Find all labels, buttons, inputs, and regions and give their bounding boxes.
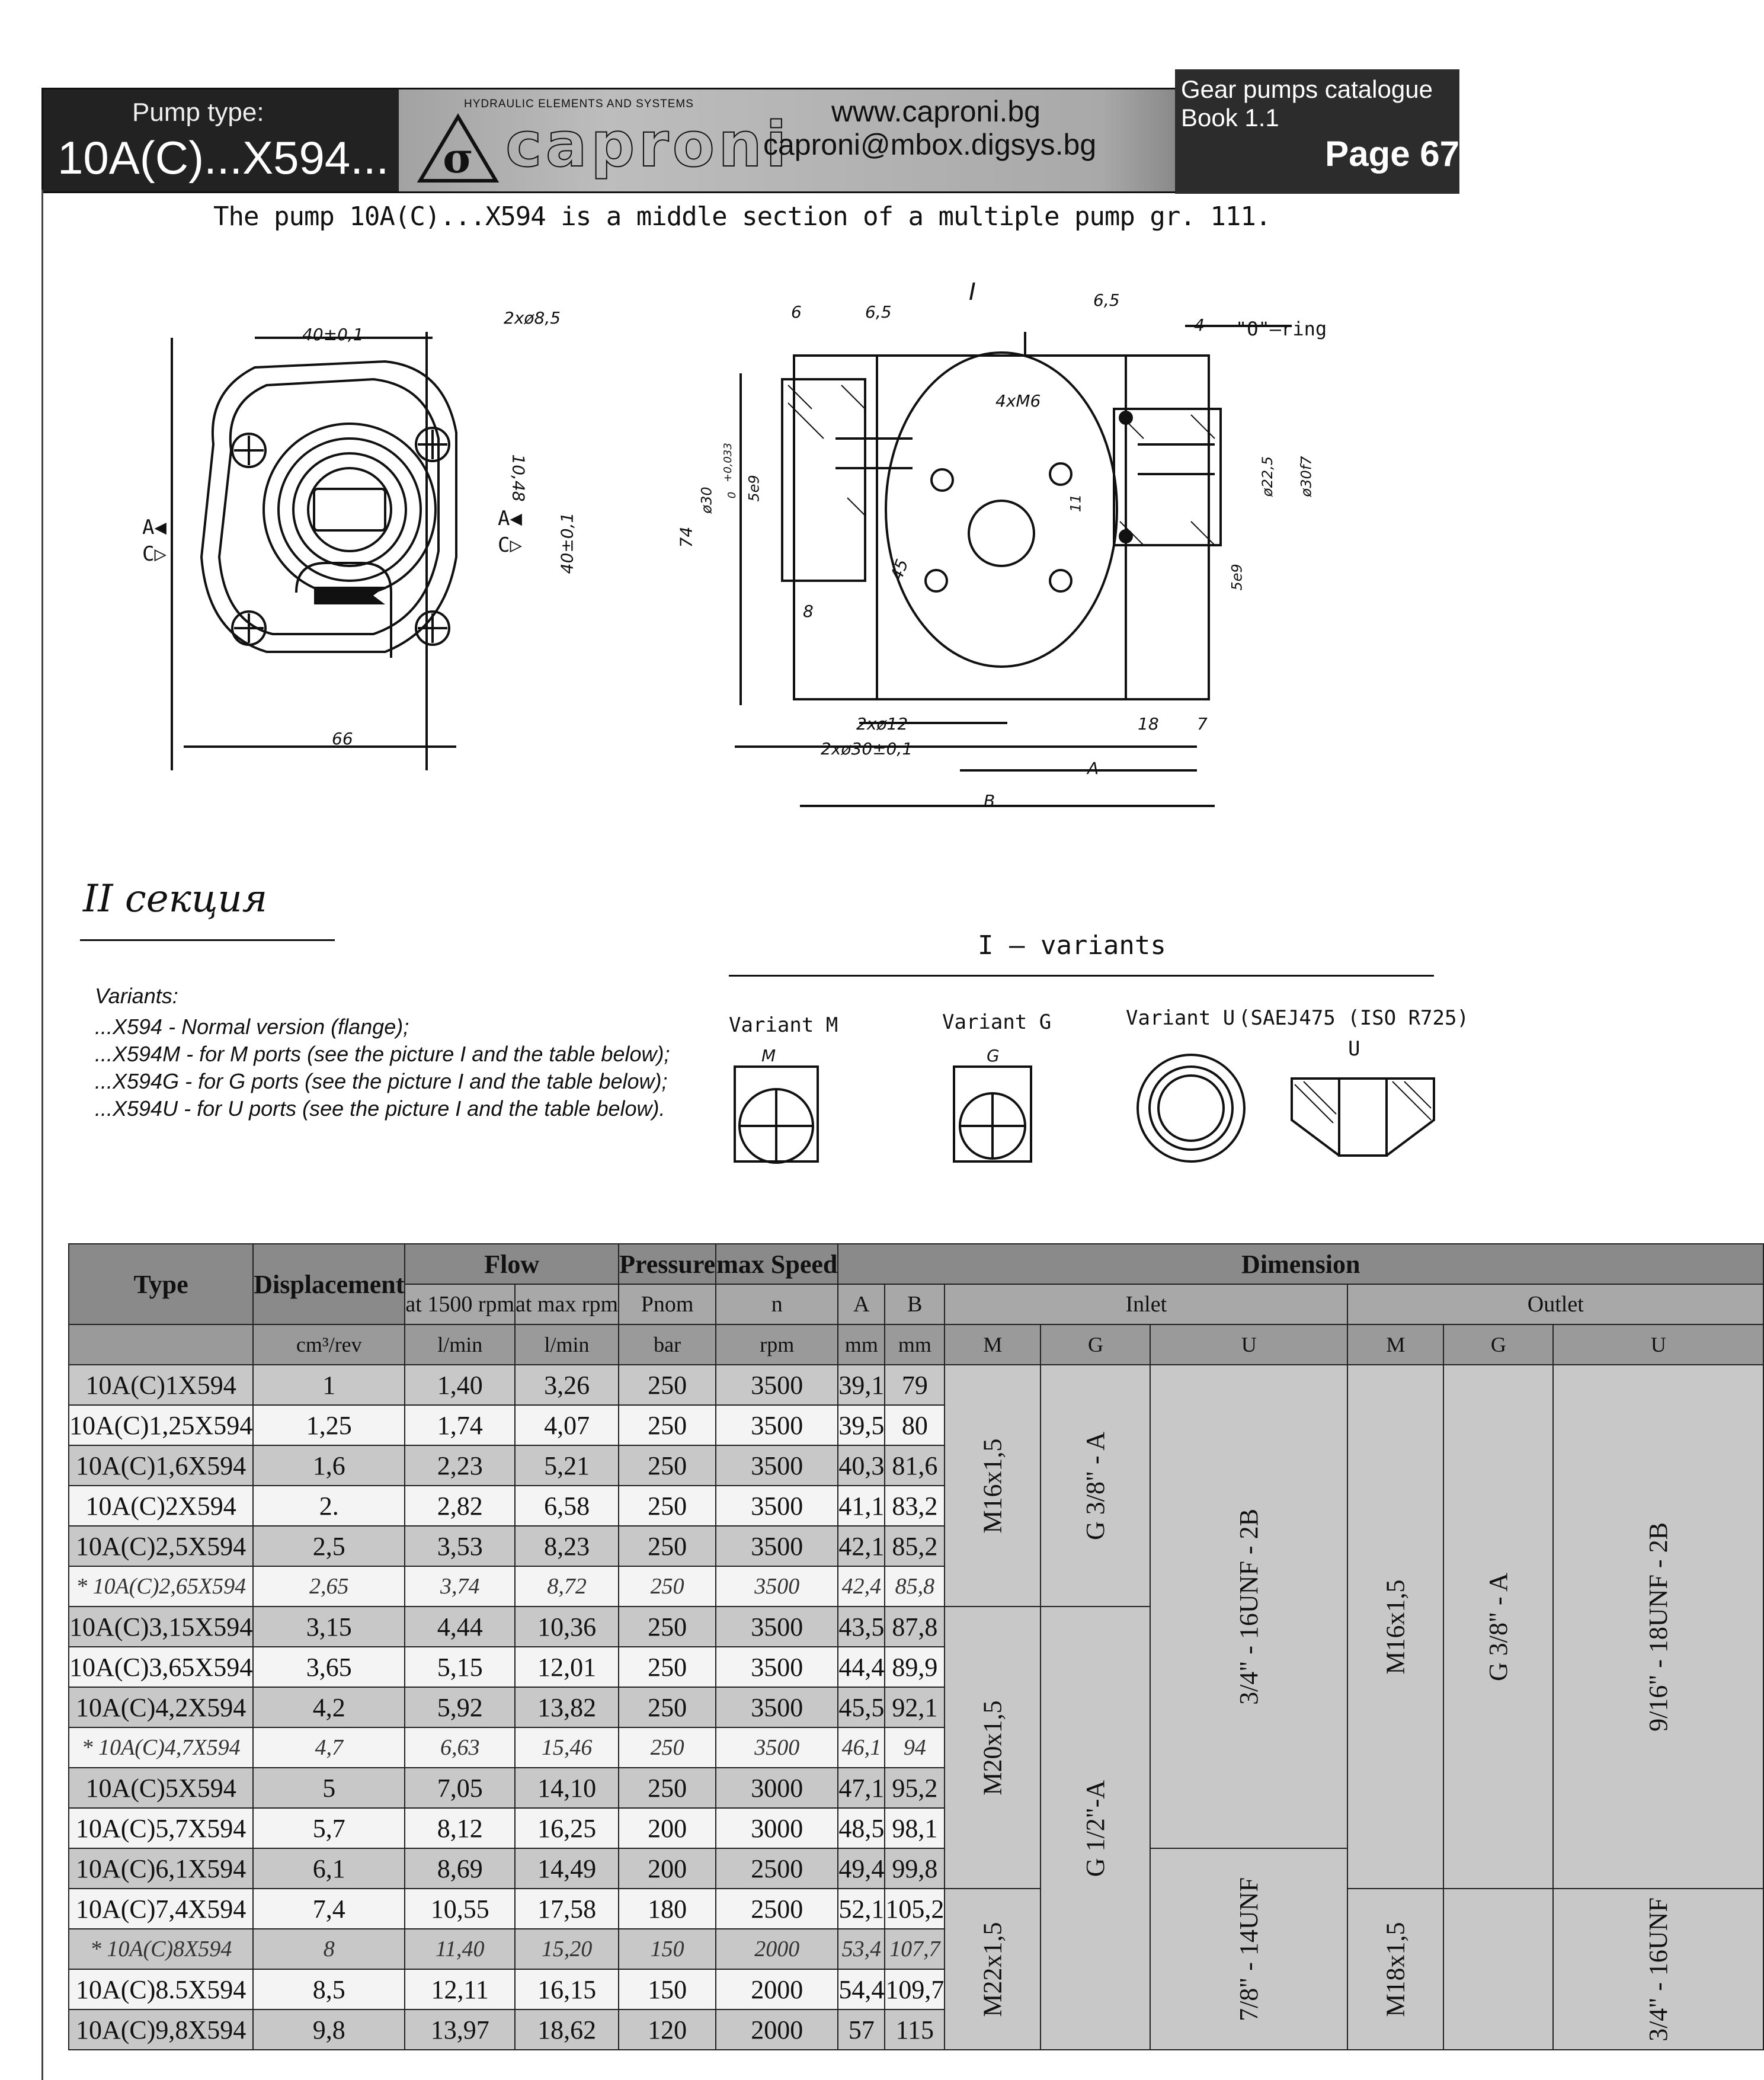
pump-spec-table — [68, 1243, 1764, 2050]
table-cell: 10A(C)2X594 — [69, 1486, 253, 1526]
table-cell: 52,1 — [838, 1889, 885, 1929]
table-cell: 8,69 — [405, 1848, 515, 1889]
table-cell: 83,2 — [885, 1486, 945, 1526]
table-cell: 3500 — [716, 1365, 838, 1405]
table-cell: 7,05 — [405, 1768, 515, 1808]
merged-outlet-u-cell — [1553, 1365, 1763, 1889]
table-cell: 13,97 — [405, 2009, 515, 2050]
dim-5e9-a: 5e9 — [745, 475, 763, 502]
table-cell: 16,25 — [515, 1808, 619, 1848]
table-cell: 47,1 — [838, 1768, 885, 1808]
table-cell: 6,58 — [515, 1486, 619, 1526]
table-cell: 10A(C)4,2X594 — [69, 1687, 253, 1727]
table-cell: 105,2 — [885, 1889, 945, 1929]
th-unit-disp: cm³/rev — [253, 1324, 405, 1365]
table-cell: 120 — [619, 2009, 716, 2050]
table-cell: 3,15 — [253, 1607, 405, 1647]
table-cell: 10,36 — [515, 1607, 619, 1647]
merged-outlet-g-cell — [1443, 1889, 1553, 2050]
page-number: Page 67 — [1325, 134, 1459, 174]
merged-outlet-u-text: 3/4" - 16UNF — [1644, 1897, 1673, 2041]
table-cell: 200 — [619, 1808, 716, 1848]
th-a: A — [838, 1284, 885, 1324]
table-cell: 4,07 — [515, 1405, 619, 1445]
table-cell: 16,15 — [515, 1969, 619, 2009]
dim-4: 4 — [1194, 315, 1205, 335]
table-cell: 49,4 — [838, 1848, 885, 1889]
frame-left-border — [41, 190, 43, 2080]
page-title: The pump 10A(C)...X594 is a middle section of a multiple pump gr. 111. — [213, 201, 1271, 232]
merged-outlet-g-cell — [1443, 1365, 1553, 1889]
th-unit-mm-b: mm — [885, 1324, 945, 1365]
table-cell: 14,10 — [515, 1768, 619, 1808]
m6-label: 4xM6 — [995, 391, 1041, 411]
caproni-logo — [417, 95, 790, 184]
table-cell: 3000 — [716, 1768, 838, 1808]
table-cell: 3500 — [716, 1687, 838, 1727]
section-roman: I — [969, 279, 976, 306]
merged-inlet-g-cell — [1041, 1365, 1150, 1607]
table-cell: 3500 — [716, 1405, 838, 1445]
table-cell: 1,6 — [253, 1445, 405, 1486]
table-cell: 14,49 — [515, 1848, 619, 1889]
table-row — [69, 1365, 1763, 1405]
side-view-drawing — [687, 296, 1363, 830]
table-cell: 3,74 — [405, 1566, 515, 1607]
table-cell: 3000 — [716, 1808, 838, 1848]
table-cell: 42,1 — [838, 1526, 885, 1566]
dim-5e9-b: 5e9 — [1228, 564, 1246, 591]
table-cell: 44,4 — [838, 1647, 885, 1687]
th-outlet-m: M — [1347, 1324, 1443, 1365]
table-cell: 13,82 — [515, 1687, 619, 1727]
table-cell: 180 — [619, 1889, 716, 1929]
table-cell: 150 — [619, 1969, 716, 2009]
header-banner — [41, 75, 1459, 193]
table-cell: 5 — [253, 1768, 405, 1808]
dim-18: 18 — [1138, 714, 1159, 734]
variant-g-letter: G — [987, 1046, 1000, 1065]
table-cell: 10A(C)8.5X594 — [69, 1969, 253, 2009]
table-cell: 15,46 — [515, 1727, 619, 1768]
table-cell: 10,55 — [405, 1889, 515, 1929]
catalogue-title: Gear pumps catalogue — [1181, 75, 1433, 103]
catalogue-book: Book 1.1 — [1181, 104, 1279, 132]
merged-inlet-u-text: 3/4" - 16UNF - 2B — [1234, 1508, 1264, 1705]
table-cell: 17,58 — [515, 1889, 619, 1929]
dim-45: 45 — [886, 556, 913, 583]
th-unit-rpm: rpm — [716, 1324, 838, 1365]
table-cell: 1 — [253, 1365, 405, 1405]
dim-d30: ø30 — [698, 487, 715, 514]
oring-label: "O"–ring — [1235, 318, 1327, 340]
table-cell: 40,3 — [838, 1445, 885, 1486]
variant-item: ...X594 - Normal version (flange); — [95, 1015, 409, 1039]
table-cell: 8,12 — [405, 1808, 515, 1848]
table-cell: 2000 — [716, 2009, 838, 2050]
table-cell: 2000 — [716, 1929, 838, 1969]
pump-model: 10A(C)...X594... — [57, 132, 389, 184]
table-cell: 85,8 — [885, 1566, 945, 1607]
table-cell: 4,2 — [253, 1687, 405, 1727]
handwritten-underline — [80, 939, 335, 941]
front-view-drawing — [136, 296, 622, 770]
th-unit-bar: bar — [619, 1324, 716, 1365]
table-cell: 6,1 — [253, 1848, 405, 1889]
table-cell: 2. — [253, 1486, 405, 1526]
th-displacement: Displacement — [253, 1244, 405, 1324]
th-inlet-g: G — [1041, 1324, 1150, 1365]
website-link[interactable]: www.caproni.bg — [831, 95, 1041, 128]
merged-inlet-m-text: M22x1,5 — [978, 1921, 1007, 2017]
table-cell: 10A(C)2,5X594 — [69, 1526, 253, 1566]
dim-d30f7: ø30f7 — [1298, 456, 1315, 497]
table-cell: 80 — [885, 1405, 945, 1445]
handwritten-note: II секция — [83, 877, 268, 921]
logo-word: caproni — [505, 108, 790, 181]
table-cell: 2500 — [716, 1889, 838, 1929]
svg-text:σ: σ — [443, 133, 473, 183]
th-b: B — [885, 1284, 945, 1324]
table-cell: 12,11 — [405, 1969, 515, 2009]
table-cell: 4,7 — [253, 1727, 405, 1768]
table-cell: 150 — [619, 1929, 716, 1969]
dim-A: A — [1087, 759, 1099, 778]
port-c-right: C▷ — [498, 533, 522, 557]
logo-triangle-icon — [417, 113, 500, 184]
th-type: Type — [69, 1244, 253, 1324]
table-cell: 39,1 — [838, 1365, 885, 1405]
table-cell: 98,1 — [885, 1808, 945, 1848]
th-unit-flow2: l/min — [515, 1324, 619, 1365]
table-cell: 10A(C)1,6X594 — [69, 1445, 253, 1486]
table-cell: 3500 — [716, 1727, 838, 1768]
table-cell: 10A(C)3,15X594 — [69, 1607, 253, 1647]
table-cell: 8,5 — [253, 1969, 405, 2009]
table-cell: 107,7 — [885, 1929, 945, 1969]
table-cell: 54,4 — [838, 1969, 885, 2009]
port-c-left: C▷ — [142, 542, 167, 566]
variant-m-label: Variant M — [729, 1013, 838, 1037]
i-variants-title: I – variants — [978, 930, 1166, 961]
email-link[interactable]: caproni@mbox.digsys.bg — [763, 128, 1097, 161]
table-cell: 10A(C)1,25X594 — [69, 1405, 253, 1445]
dim-6: 6 — [791, 302, 802, 322]
table-cell: 1,40 — [405, 1365, 515, 1405]
table-cell: 10A(C)5X594 — [69, 1768, 253, 1808]
dim-holes: 2xø8,5 — [504, 308, 561, 328]
table-cell: 85,2 — [885, 1526, 945, 1566]
table-cell: 48,5 — [838, 1808, 885, 1848]
table-cell: 53,4 — [838, 1929, 885, 1969]
merged-inlet-g-text: G 1/2"-A — [1081, 1780, 1110, 1877]
merged-outlet-m-cell — [1347, 1889, 1443, 2050]
table-cell: 250 — [619, 1727, 716, 1768]
merged-inlet-m-cell — [945, 1889, 1041, 2050]
merged-inlet-m-text: M20x1,5 — [978, 1700, 1007, 1796]
table-cell: 250 — [619, 1405, 716, 1445]
variant-item: ...X594M - for M ports (see the picture I and the table below); — [95, 1042, 670, 1066]
table-cell: 46,1 — [838, 1727, 885, 1768]
port-a-right: A◀ — [498, 507, 522, 530]
dim-bottom: 66 — [332, 729, 353, 748]
table-row — [69, 1889, 1763, 1929]
table-cell: 9,8 — [253, 2009, 405, 2050]
table-cell: 12,01 — [515, 1647, 619, 1687]
table-cell: 6,63 — [405, 1727, 515, 1768]
variant-u-note: (SAEJ475 (ISO R725) — [1238, 1006, 1469, 1030]
dim-6-5-b: 6,5 — [1093, 290, 1120, 310]
table-cell: * 10A(C)8X594 — [69, 1929, 253, 1969]
table-cell: 2000 — [716, 1969, 838, 2009]
table-cell: 109,7 — [885, 1969, 945, 2009]
table-cell: 57 — [838, 2009, 885, 2050]
table-cell: 99,8 — [885, 1848, 945, 1889]
dim-2x12: 2xø12 — [856, 714, 908, 734]
table-cell: 10A(C)9,8X594 — [69, 2009, 253, 2050]
table-cell: 43,5 — [838, 1607, 885, 1647]
th-inlet-m: M — [945, 1324, 1041, 1365]
table-cell: 10A(C)7,4X594 — [69, 1889, 253, 1929]
table-cell: 89,9 — [885, 1647, 945, 1687]
pump-type-label: Pump type: — [132, 98, 264, 127]
merged-inlet-u-cell — [1150, 1848, 1347, 2050]
table-cell: 81,6 — [885, 1445, 945, 1486]
th-blank — [69, 1324, 253, 1365]
table-cell: 45,5 — [838, 1687, 885, 1727]
table-cell: 3500 — [716, 1526, 838, 1566]
table-cell: 8,23 — [515, 1526, 619, 1566]
table-cell: 42,4 — [838, 1566, 885, 1607]
table-cell: 95,2 — [885, 1768, 945, 1808]
table-cell: 250 — [619, 1445, 716, 1486]
dim-right1: 10,48 — [508, 454, 529, 502]
table-cell: 8 — [253, 1929, 405, 1969]
merged-inlet-u-cell — [1150, 1365, 1347, 1848]
merged-inlet-m-text: M16x1,5 — [978, 1438, 1007, 1534]
th-flow-max: at max rpm — [515, 1284, 619, 1324]
table-cell: 1,25 — [253, 1405, 405, 1445]
merged-outlet-u-cell — [1553, 1889, 1763, 2050]
table-cell: 8,72 — [515, 1566, 619, 1607]
variant-u-label: Variant U — [1126, 1006, 1235, 1030]
table-cell: 2500 — [716, 1848, 838, 1889]
table-cell: 10A(C)3,65X594 — [69, 1647, 253, 1687]
merged-outlet-m-cell — [1347, 1365, 1443, 1889]
th-speed: max Speed — [716, 1244, 838, 1284]
table-cell: 3500 — [716, 1566, 838, 1607]
th-pnom: Pnom — [619, 1284, 716, 1324]
dim-6-5-a: 6,5 — [865, 302, 892, 322]
table-cell: 2,82 — [405, 1486, 515, 1526]
th-unit-flow1: l/min — [405, 1324, 515, 1365]
table-cell: * 10A(C)2,65X594 — [69, 1566, 253, 1607]
dim-8: 8 — [803, 601, 814, 621]
table-cell: 3,26 — [515, 1365, 619, 1405]
dim-74: 74 — [676, 526, 696, 548]
table-cell: 94 — [885, 1727, 945, 1768]
table-cell: 2,5 — [253, 1526, 405, 1566]
merged-outlet-g-text: G 3/8" - A — [1484, 1572, 1513, 1681]
table-cell: 39,5 — [838, 1405, 885, 1445]
merged-outlet-m-text: M18x1,5 — [1381, 1921, 1410, 2017]
dim-d30-tol: +0,033 — [721, 443, 734, 482]
merged-inlet-g-cell — [1041, 1607, 1150, 2050]
dim-top: 40±0,1 — [302, 325, 364, 344]
th-flow-1500: at 1500 rpm — [405, 1284, 515, 1324]
table-cell: 3,65 — [253, 1647, 405, 1687]
table-cell: 250 — [619, 1647, 716, 1687]
th-unit-mm-a: mm — [838, 1324, 885, 1365]
table-cell: 11,40 — [405, 1929, 515, 1969]
dim-d22-5: ø22,5 — [1259, 456, 1276, 497]
table-cell: 1,74 — [405, 1405, 515, 1445]
dim-2x30: 2xø30±0,1 — [821, 739, 913, 759]
i-variants-rule — [729, 975, 1434, 977]
th-outlet-g: G — [1443, 1324, 1553, 1365]
th-outlet: Outlet — [1347, 1284, 1763, 1324]
table-cell: 41,1 — [838, 1486, 885, 1526]
table-cell: 250 — [619, 1687, 716, 1727]
dim-7: 7 — [1197, 714, 1208, 734]
variants-heading: Variants: — [95, 984, 178, 1008]
table-cell: 3500 — [716, 1607, 838, 1647]
table-cell: 10A(C)1X594 — [69, 1365, 253, 1405]
table-cell: * 10A(C)4,7X594 — [69, 1727, 253, 1768]
table-cell: 250 — [619, 1486, 716, 1526]
port-a-left: A◀ — [142, 516, 167, 539]
table-cell: 200 — [619, 1848, 716, 1889]
variant-g-label: Variant G — [942, 1010, 1052, 1034]
table-cell: 3500 — [716, 1486, 838, 1526]
table-cell: 5,7 — [253, 1808, 405, 1848]
merged-inlet-u-text: 7/8" - 14UNF — [1234, 1877, 1264, 2021]
table-cell: 87,8 — [885, 1607, 945, 1647]
table-body — [69, 1365, 1763, 2050]
variant-u-letter: U — [1348, 1037, 1360, 1061]
th-outlet-u: U — [1553, 1324, 1763, 1365]
table-cell: 3,53 — [405, 1526, 515, 1566]
table-cell: 7,4 — [253, 1889, 405, 1929]
dim-right2: 40±0,1 — [557, 512, 577, 574]
th-flow: Flow — [405, 1244, 619, 1284]
table-cell: 4,44 — [405, 1607, 515, 1647]
table-cell: 10A(C)5,7X594 — [69, 1808, 253, 1848]
i-variants-drawings — [723, 1043, 1452, 1173]
table-cell: 3500 — [716, 1647, 838, 1687]
merged-inlet-m-cell — [945, 1607, 1041, 1889]
merged-outlet-u-text: 9/16" - 18UNF - 2B — [1644, 1522, 1673, 1732]
table-cell: 5,21 — [515, 1445, 619, 1486]
variant-m-letter: M — [761, 1046, 776, 1065]
th-inlet-u: U — [1150, 1324, 1347, 1365]
table-cell: 2,23 — [405, 1445, 515, 1486]
table-cell: 250 — [619, 1526, 716, 1566]
table-cell: 250 — [619, 1607, 716, 1647]
th-n: n — [716, 1284, 838, 1324]
th-pressure: Pressure — [619, 1244, 716, 1284]
merged-inlet-g-text: G 3/8" - A — [1081, 1431, 1110, 1540]
table-cell: 15,20 — [515, 1929, 619, 1969]
variant-item: ...X594U - for U ports (see the picture I and the table below). — [95, 1096, 665, 1121]
table-cell: 250 — [619, 1768, 716, 1808]
table-cell: 2,65 — [253, 1566, 405, 1607]
catalogue-box — [1175, 69, 1459, 194]
table-cell: 18,62 — [515, 2009, 619, 2050]
table-cell: 3500 — [716, 1445, 838, 1486]
table-cell: 5,15 — [405, 1647, 515, 1687]
dim-B: B — [984, 791, 995, 811]
table-cell: 250 — [619, 1365, 716, 1405]
table-cell: 250 — [619, 1566, 716, 1607]
logo-tagline: HYDRAULIC ELEMENTS AND SYSTEMS — [464, 98, 694, 110]
variant-item: ...X594G - for G ports (see the picture I and the table below); — [95, 1069, 668, 1093]
dim-d30-tol0: 0 — [726, 491, 739, 499]
th-inlet: Inlet — [945, 1284, 1347, 1324]
table-cell: 5,92 — [405, 1687, 515, 1727]
table-cell: 92,1 — [885, 1687, 945, 1727]
merged-inlet-m-cell — [945, 1365, 1041, 1607]
dim-11: 11 — [1067, 494, 1084, 513]
table-cell: 79 — [885, 1365, 945, 1405]
th-dimension: Dimension — [838, 1244, 1763, 1284]
merged-outlet-m-text: M16x1,5 — [1381, 1579, 1410, 1675]
pump-type-box — [43, 89, 399, 191]
table-cell: 115 — [885, 2009, 945, 2050]
table-cell: 10A(C)6,1X594 — [69, 1848, 253, 1889]
